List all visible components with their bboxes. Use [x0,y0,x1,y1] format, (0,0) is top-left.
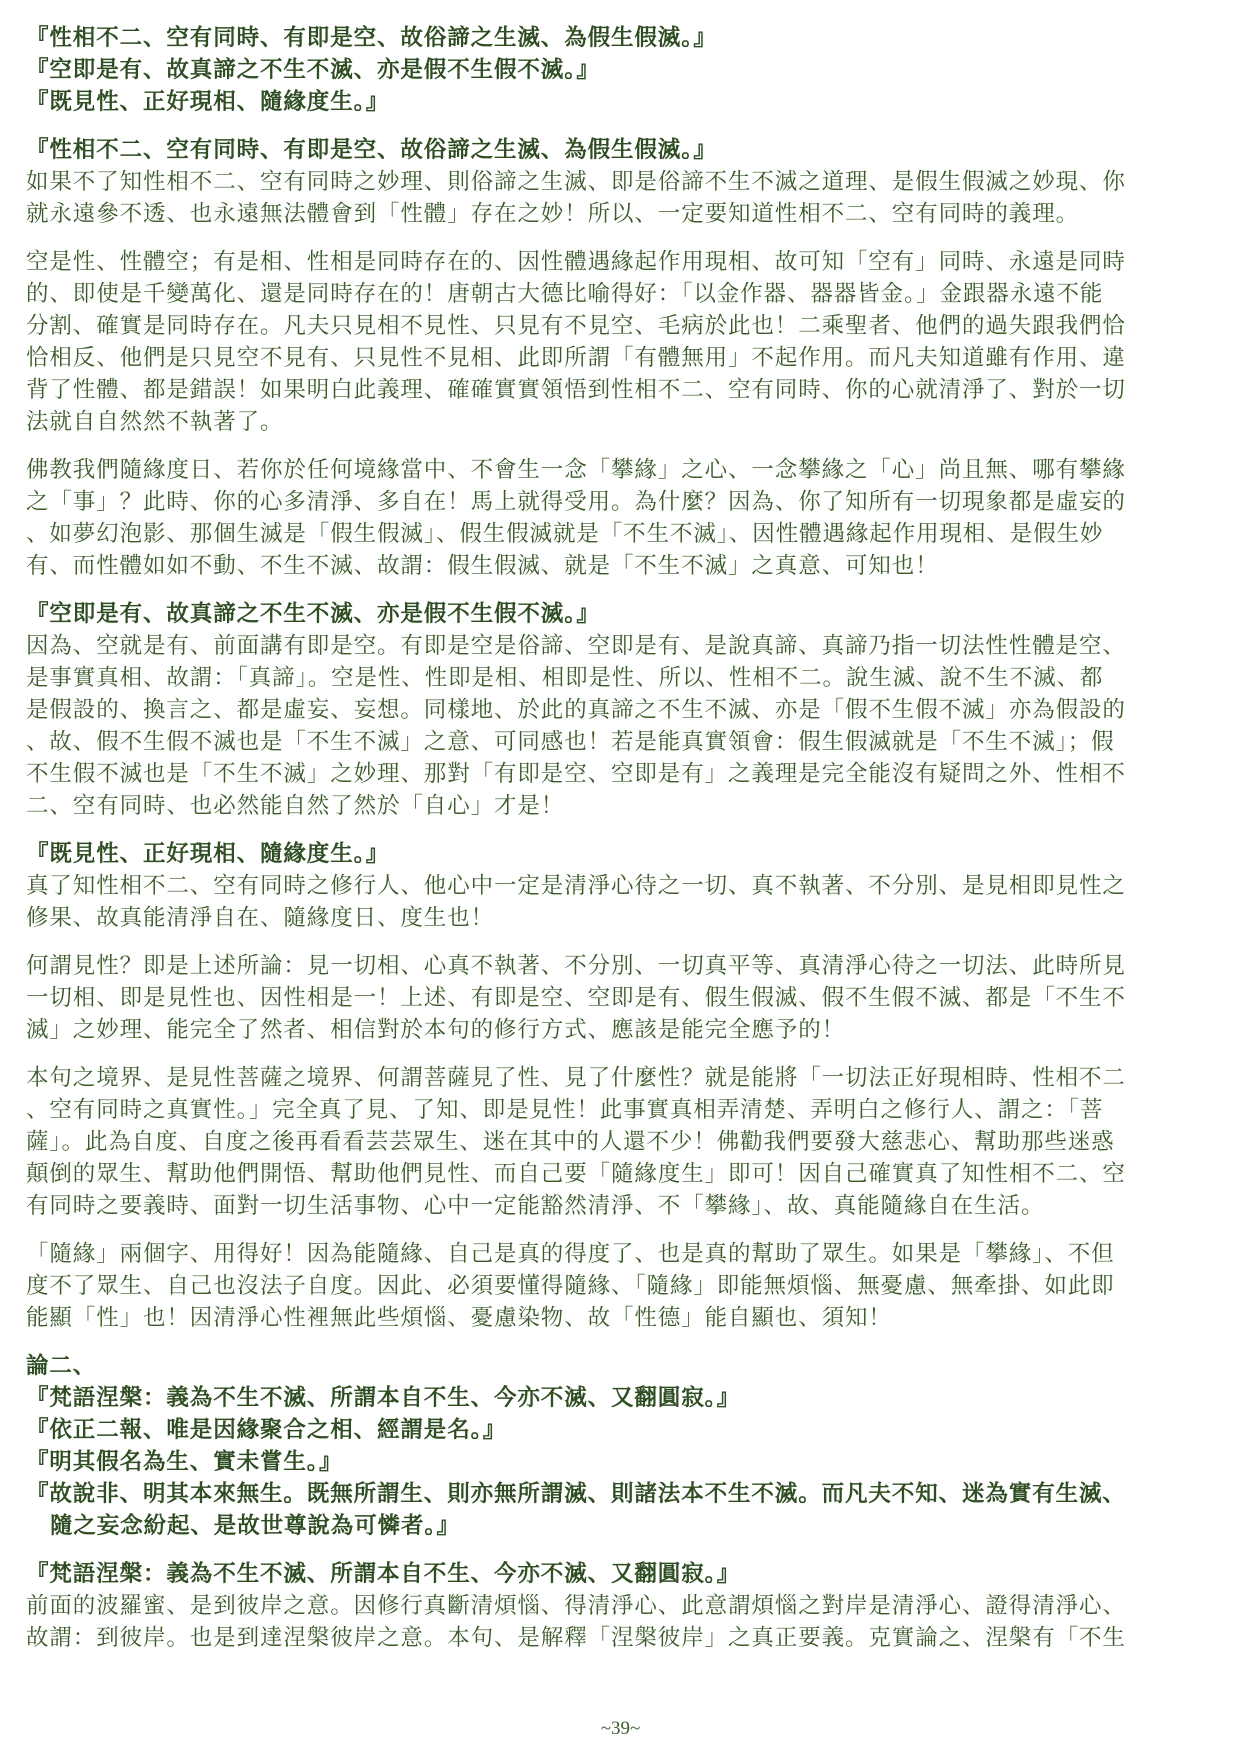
text-line: 是事實真相、故謂：「真諦」。空是性、性即是相、相即是性、所以、性相不二。說生滅、說不生不滅、都 [26,665,1104,691]
paragraph [26,246,1216,438]
text-line: 、空有同時之真實性。」完全真了見、了知、即是見性！此事實真相弄清楚、弄明白之修行人、謂之：「菩 [26,1097,1104,1123]
paragraph-gap [26,1222,1216,1238]
text-line: 不生假不滅也是「不生不滅」之妙理、那對「有即是空、空即是有」之義理是完全能沒有疑問之外、性相不 [26,761,1126,787]
paragraph-gap [26,934,1216,950]
paragraph-gap [26,582,1216,598]
text-line: 故謂：到彼岸。也是到達涅槃彼岸之意。本句、是解釋「涅槃彼岸」之真正要義。克實論之、涅槃有「不生 [26,1625,1126,1651]
text-line: 『空即是有、故真諦之不生不滅、亦是假不生假不滅。』 [26,57,600,83]
heading-quote [26,1414,1216,1446]
text-line: 「隨緣」兩個字、用得好！因為能隨緣、自己是真的得度了、也是真的幫助了眾生。如果是「攀緣」、不但 [26,1241,1115,1267]
paragraph [26,950,1216,1046]
heading-quote [26,838,1216,870]
text-line: 二、空有同時、也必然能自然了然於「自心」才是！ [26,793,565,819]
heading-quote [26,1446,1216,1478]
text-line: 分割、確實是同時存在。凡夫只見相不見性、只見有不見空、毛病於此也！二乘聖者、他們的過失跟我們恰 [26,313,1126,339]
paragraph [26,1062,1216,1222]
heading-quote [26,1382,1216,1414]
text-line: 薩」。此為自度、自度之後再看看芸芸眾生、迷在其中的人還不少！佛勸我們要發大慈悲心、幫助那些迷惑 [26,1129,1115,1155]
text-line: 佛教我們隨緣度日、若你於任何境緣當中、不會生一念「攀緣」之心、一念攀緣之「心」尚且無、哪有攀緣 [26,457,1126,483]
text-line: 『空即是有、故真諦之不生不滅、亦是假不生假不滅。』 [26,601,600,627]
text-line: 『性相不二、空有同時、有即是空、故俗諦之生滅、為假生假滅。』 [26,137,717,163]
text-line: 『既見性、正好現相、隨緣度生。』 [26,841,390,867]
heading-quote [26,1478,1216,1510]
paragraph-gap [26,1542,1216,1558]
text-line: 、如夢幻泡影、那個生滅是「假生假滅」、假生假滅就是「不生不滅」、因性體遇緣起作用現相、是假生妙 [26,521,1104,547]
heading-quote [26,86,1216,118]
text-line: 因為、空就是有、前面講有即是空。有即是空是俗諦、空即是有、是說真諦、真諦乃指一切法性性體是空、 [26,633,1126,659]
text-line: 『梵語涅槃：義為不生不滅、所謂本自不生、今亦不滅、又翻圓寂。』 [26,1385,741,1411]
text-line: 何謂見性？即是上述所論：見一切相、心真不執著、不分別、一切真平等、真清淨心待之一切法、此時所見 [26,953,1126,979]
paragraph-gap [26,230,1216,246]
paragraph-gap [26,118,1216,134]
paragraph-gap [26,438,1216,454]
text-line: 空是性、性體空；有是相、性相是同時存在的、因性體遇緣起作用現相、故可知「空有」同時、永遠是同時 [26,249,1126,275]
paragraph [26,166,1216,230]
text-line: 前面的波羅蜜、是到彼岸之意。因修行真斷清煩惱、得清淨心、此意謂煩惱之對岸是清淨心、證得清淨心、 [26,1593,1126,1619]
heading-quote [26,598,1216,630]
text-line: 就永遠參不透、也永遠無法體會到「性體」存在之妙！所以、一定要知道性相不二、空有同時的義理。 [26,201,1080,227]
paragraph [26,870,1216,934]
text-line: 本句之境界、是見性菩薩之境界、何謂菩薩見了性、見了什麼性？就是能將「一切法正好現相時、性相不二 [26,1065,1126,1091]
paragraph [26,1238,1216,1334]
text-line: 論二、 [26,1353,97,1379]
text-line: 之「事」？此時、你的心多清淨、多自在！馬上就得受用。為什麼？因為、你了知所有一切現象都是虛妄的 [26,489,1126,515]
text-line: 是假設的、換言之、都是虛妄、妄想。同樣地、於此的真諦之不生不滅、亦是「假不生假不滅」亦為假設的 [26,697,1126,723]
paragraph-gap [26,1046,1216,1062]
text-line: 『梵語涅槃：義為不生不滅、所謂本自不生、今亦不滅、又翻圓寂。』 [26,1561,741,1587]
text-line: 如果不了知性相不二、空有同時之妙理、則俗諦之生滅、即是俗諦不生不滅之道理、是假生假滅之妙現、你 [26,169,1126,195]
text-line: 有、而性體如如不動、不生不滅、故謂：假生假滅、就是「不生不滅」之真意、可知也！ [26,553,939,579]
text-line: 度不了眾生、自己也沒法子自度。因此、必須要懂得隨緣、「隨緣」即能無煩惱、無憂慮、無牽掛、如此即 [26,1273,1115,1299]
text-line: 『既見性、正好現相、隨緣度生。』 [26,89,390,115]
text-line: 法就自自然然不執著了。 [26,409,284,435]
text-line: 有同時之要義時、面對一切生活事物、心中一定能豁然清淨、不「攀緣」、故、真能隨緣自在生活。 [26,1193,1045,1219]
text-line: 『性相不二、空有同時、有即是空、故俗諦之生滅、為假生假滅。』 [26,25,717,51]
document-body [26,22,1216,1654]
text-line: 『故說非、明其本來無生。既無所謂生、則亦無所謂滅、則諸法本不生不滅。而凡夫不知、迷為實有生滅、 [26,1481,1126,1507]
text-line: 修果、故真能清淨自在、隨緣度日、度生也！ [26,905,495,931]
text-line: 顛倒的眾生、幫助他們開悟、幫助他們見性、而自己要「隨緣度生」即可！因自己確實真了知性相不二、空 [26,1161,1126,1187]
text-line: 真了知性相不二、空有同時之修行人、他心中一定是清淨心待之一切、真不執著、不分別、是見相即見性之 [26,873,1126,899]
text-line: 背了性體、都是錯誤！如果明白此義理、確確實實領悟到性相不二、空有同時、你的心就清淨了、對於一切 [26,377,1126,403]
heading-quote [26,54,1216,86]
text-line: 滅」之妙理、能完全了然者、相信對於本句的修行方式、應該是能完全應予的！ [26,1017,846,1043]
paragraph-gap [26,1334,1216,1350]
paragraph-gap [26,822,1216,838]
paragraph [26,454,1216,582]
heading-quote [26,1510,1216,1542]
heading-quote [26,22,1216,54]
text-line: 、故、假不生假不滅也是「不生不滅」之意、可同感也！若是能真實領會：假生假滅就是「不生不滅」；假 [26,729,1115,755]
text-line: 『明其假名為生、實未嘗生。』 [26,1449,343,1475]
paragraph [26,630,1216,822]
text-line: 恰相反、他們是只見空不見有、只見性不見相、此即所謂「有體無用」不起作用。而凡夫知道雖有作用、違 [26,345,1126,371]
heading-quote [26,134,1216,166]
text-line: 的、即使是千變萬化、還是同時存在的！唐朝古大德比喻得好：「以金作器、器器皆金。」金跟器永遠不能 [26,281,1104,307]
text-line: 一切相、即是見性也、因性相是一！上述、有即是空、空即是有、假生假滅、假不生假不滅、都是「不生不 [26,985,1126,1011]
text-line: 『依正二報、唯是因緣聚合之相、經謂是名。』 [26,1417,507,1443]
page-number: ~39~ [600,1718,641,1739]
paragraph [26,1590,1216,1654]
text-line: 能顯「性」也！因清淨心性裡無此些煩惱、憂慮染物、故「性德」能自顯也、須知！ [26,1305,892,1331]
heading-quote [26,1558,1216,1590]
text-line: 隨之妄念紛起、是故世尊說為可憐者。』 [50,1513,460,1539]
heading-quote [26,1350,1216,1382]
